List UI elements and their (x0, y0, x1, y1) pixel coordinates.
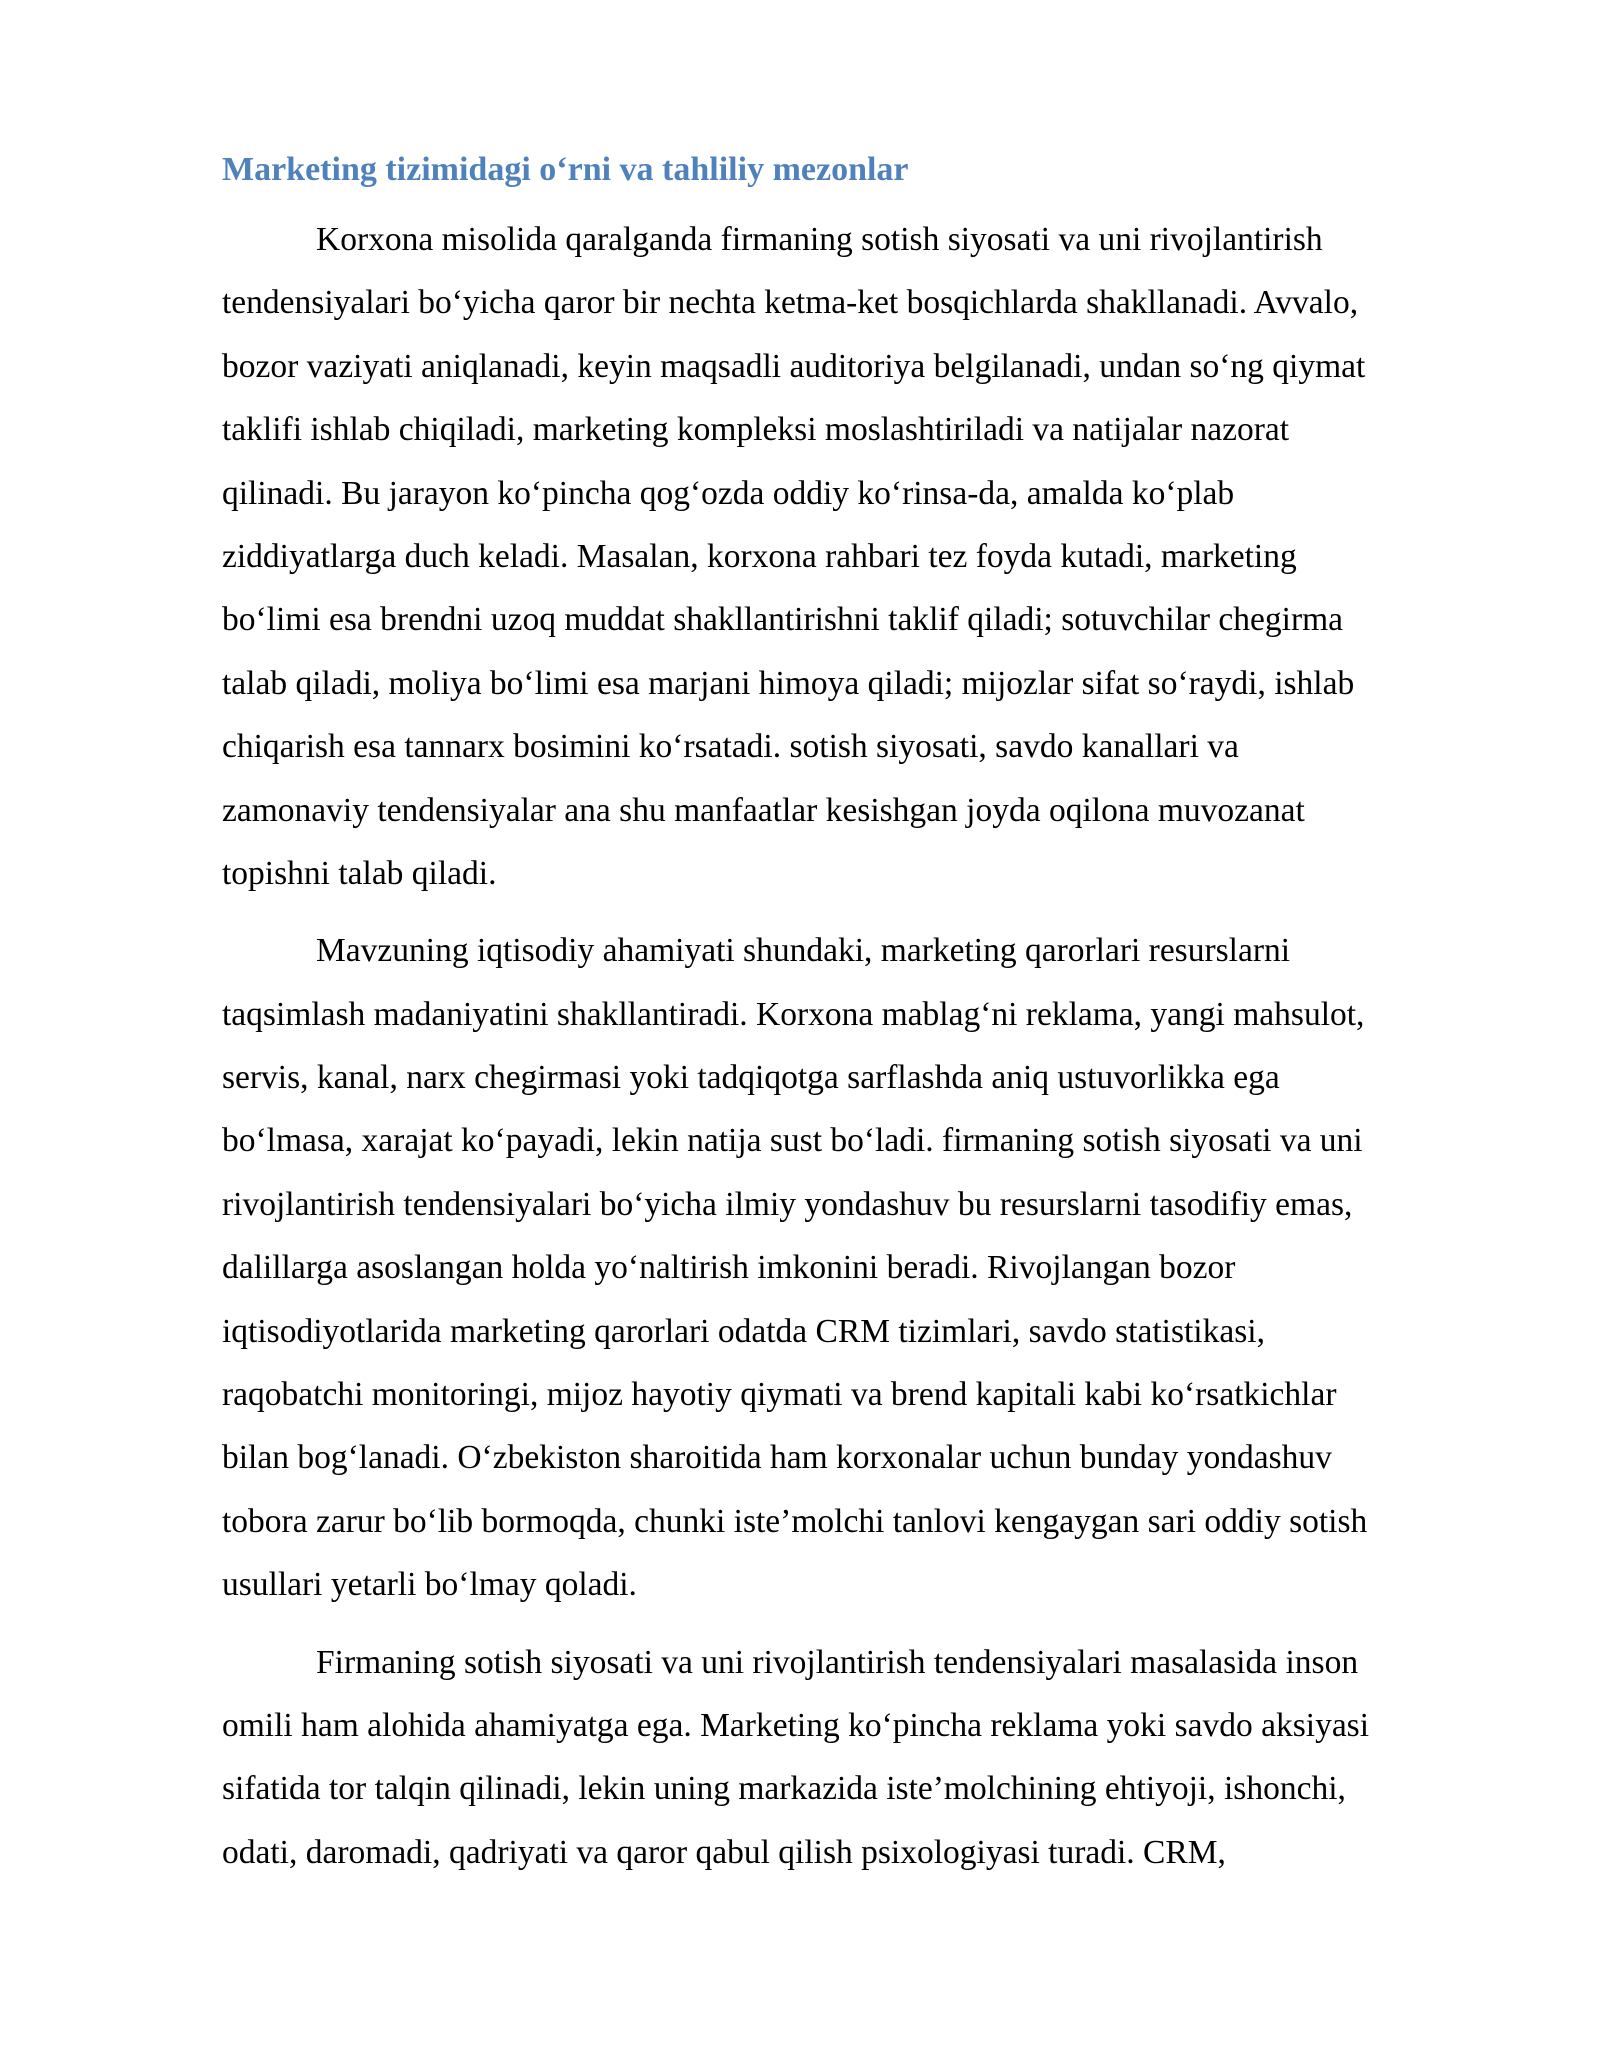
paragraph-line: bo‘limi esa brendni uzoq muddat shakllantirishni taklif qiladi; sotuvchilar chegirma (222, 601, 1344, 639)
paragraph-line: bilan bog‘lanadi. O‘zbekiston sharoitida ham korxonalar uchun bunday yondashuv (222, 1439, 1332, 1477)
paragraph-line: Korxona misolida qaralganda firmaning sotish siyosati va uni rivojlantirish (316, 221, 1323, 258)
paragraph-line: rivojlantirish tendensiyalari bo‘yicha ilmiy yondashuv bu resurslarni tasodifiy emas, (222, 1185, 1353, 1223)
paragraph-1 (222, 208, 1478, 905)
paragraph-line: raqobatchi monitoringi, mijoz hayotiy qiymati va brend kapitali kabi ko‘rsatkichlar (222, 1376, 1337, 1414)
paragraph-line: tobora zarur bo‘lib bormoqda, chunki iste’molchi tanlovi kengaygan sari oddiy sotish (222, 1502, 1368, 1540)
paragraph-line: taqsimlash madaniyatini shakllantiradi. Korxona mablag‘ni reklama, yangi mahsulot, (222, 995, 1365, 1033)
paragraph-line: taklifi ishlab chiqiladi, marketing kompleksi moslashtiriladi va natijalar nazorat (222, 411, 1290, 449)
paragraph-line: chiqarish esa tannarx bosimini ko‘rsatadi. sotish siyosati, savdo kanallari va (222, 728, 1239, 766)
document-body (222, 146, 1478, 1898)
paragraph-line: Mavzuning iqtisodiy ahamiyati shundaki, marketing qarorlari resurslarni (316, 932, 1291, 970)
paragraph-line: bo‘lmasa, xarajat ko‘payadi, lekin natija sust bo‘ladi. firmaning sotish siyosati va uni (222, 1122, 1363, 1160)
paragraph-line: Firmaning sotish siyosati va uni rivojlantirish tendensiyalari masalasida inson (316, 1643, 1359, 1681)
paragraph-line: qilinadi. Bu jarayon ko‘pincha qog‘ozda oddiy ko‘rinsa-da, amalda ko‘plab (222, 474, 1235, 512)
paragraph-line: omili ham alohida ahamiyatga ega. Marketing ko‘pincha reklama yoki savdo aksiyasi (222, 1706, 1370, 1744)
paragraph-line: servis, kanal, narx chegirmasi yoki tadqiqotga sarflashda aniq ustuvorlikka ega (222, 1059, 1280, 1097)
section-heading: Marketing tizimidagi o‘rni va tahliliy mezonlar (222, 151, 909, 188)
paragraph-line: bozor vaziyati aniqlanadi, keyin maqsadli auditoriya belgilanadi, undan so‘ng qiymat (222, 347, 1366, 385)
paragraph-line: usullari yetarli bo‘lmay qoladi. (222, 1566, 637, 1604)
paragraph-line: tendensiyalari bo‘yicha qaror bir nechta ketma-ket bosqichlarda shakllanadi. Avvalo, (222, 284, 1359, 322)
paragraph-line: sifatida tor talqin qilinadi, lekin uning markazida iste’molchining ehtiyoji, ishonchi, (222, 1770, 1346, 1808)
paragraph-line: iqtisodiyotlarida marketing qarorlari odatda CRM tizimlari, savdo statistikasi, (222, 1312, 1265, 1350)
paragraph-2 (222, 919, 1478, 1616)
paragraph-line: ziddiyatlarga duch keladi. Masalan, korxona rahbari tez foyda kutadi, marketing (222, 537, 1297, 575)
paragraph-line: zamonaviy tendensiyalar ana shu manfaatlar kesishgan joyda oqilona muvozanat (222, 791, 1305, 829)
paragraph-line: dalillarga asoslangan holda yo‘naltirish imkonini beradi. Rivojlangan bozor (222, 1249, 1236, 1287)
paragraph-line: odati, daromadi, qadriyati va qaror qabul qilish psixologiyasi turadi. CRM, (222, 1833, 1226, 1871)
paragraph-line: talab qiladi, moliya bo‘limi esa marjani himoya qiladi; mijozlar sifat so‘raydi, ishlab (222, 664, 1355, 702)
paragraph-3 (222, 1631, 1478, 1885)
paragraph-line: topishni talab qiladi. (222, 854, 497, 892)
